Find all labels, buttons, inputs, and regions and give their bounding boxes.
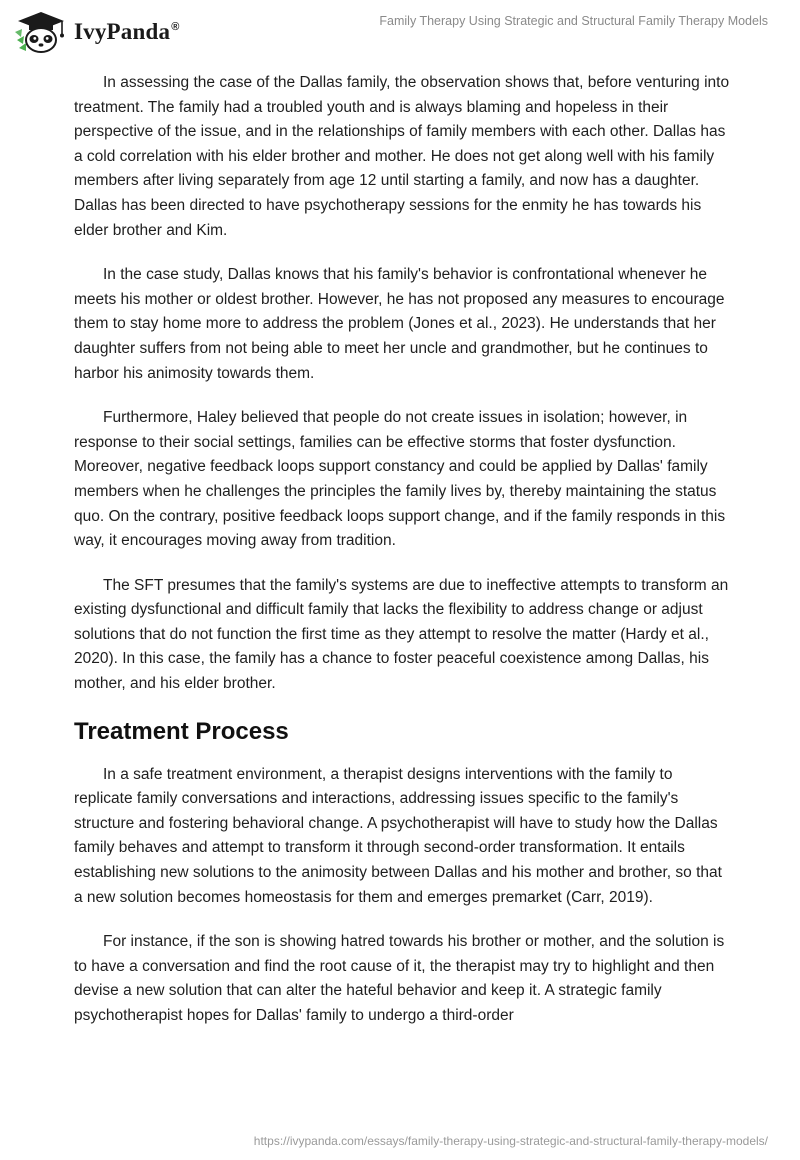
paragraph: In assessing the case of the Dallas family, the observation shows that, before venturing into treatment. The family had a troubled youth and is always blaming and hopeless in their perspective of the issue, and in the relationships of family members with each other. Dallas has a cold correlation with his elder brother and mother. He does not get along well with his family members after living separately from age 12 until starting a family, and now has a daughter. Dallas has been directed to have psychotherapy sessions for the enmity he has towards his elder brother and Kim.	[74, 74, 730, 239]
brand-name: IvyPanda®	[74, 19, 180, 44]
paragraph: In the case study, Dallas knows that his family's behavior is confrontational whenever he meets his mother or oldest brother. However, he has not proposed any measures to encourage them to stay home more to address the problem (Jones et al., 2023). He understands that her daughter suffers from not being able to meet her uncle and grandmother, but he continues to harbor his animosity towards them.	[74, 266, 725, 382]
paragraph: In a safe treatment environment, a therapist designs interventions with the family to replicate family conversations and interactions, addressing issues specific to the family's structure and fostering behavioral change. A psychotherapist will have to study how the Dallas family behaves and attempt to transform it through second-order transformation. It entails establishing new solutions to the animosity between Dallas and his mother and brother, so that a new solution becomes homeostasis for them and emerges premarket (Carr, 2019).	[74, 765, 722, 906]
registered-mark: ®	[171, 21, 180, 34]
paragraph: The SFT presumes that the family's systems are due to ineffective attempts to transform an existing dysfunctional and difficult family that lacks the flexibility to address change or adjust solutions that do not function the first time as they attempt to resolve the matter (Hardy et al., 2020). In this case, the family has a chance to foster peaceful coexistence among Dallas, his mother, and his elder brother.	[74, 576, 729, 693]
essay-content	[74, 71, 734, 1049]
brand-logo[interactable]	[14, 10, 180, 54]
document-title: Family Therapy Using Strategic and Structural Family Therapy Models	[379, 14, 768, 28]
paragraph: For instance, if the son is showing hatred towards his brother or mother, and the solution is to have a conversation and find the root cause of it, the therapist may try to highlight and then devise a new solution that can alter the hateful behavior and keep it. A strategic family psychotherapist hopes for Dallas' family to undergo a third-order	[74, 933, 725, 1024]
section-heading: Treatment Process	[74, 717, 289, 745]
paragraph: Furthermore, Haley believed that people do not create issues in isolation; however, in response to their social settings, families can be effective storms that foster dysfunction. Moreover, negative feedback loops support constancy and could be applied by Dallas' family members when he challenges the principles the family lives by, thereby maintaining the status quo. On the contrary, positive feedback loops support change, and if the family responds in this way, it encourages moving away from tradition.	[74, 409, 726, 550]
panda-graduation-cap-logo-icon	[14, 10, 68, 54]
page-header	[0, 0, 800, 60]
source-url[interactable]: https://ivypanda.com/essays/family-therapy-using-strategic-and-structural-family-therapy-models/	[253, 1134, 768, 1148]
